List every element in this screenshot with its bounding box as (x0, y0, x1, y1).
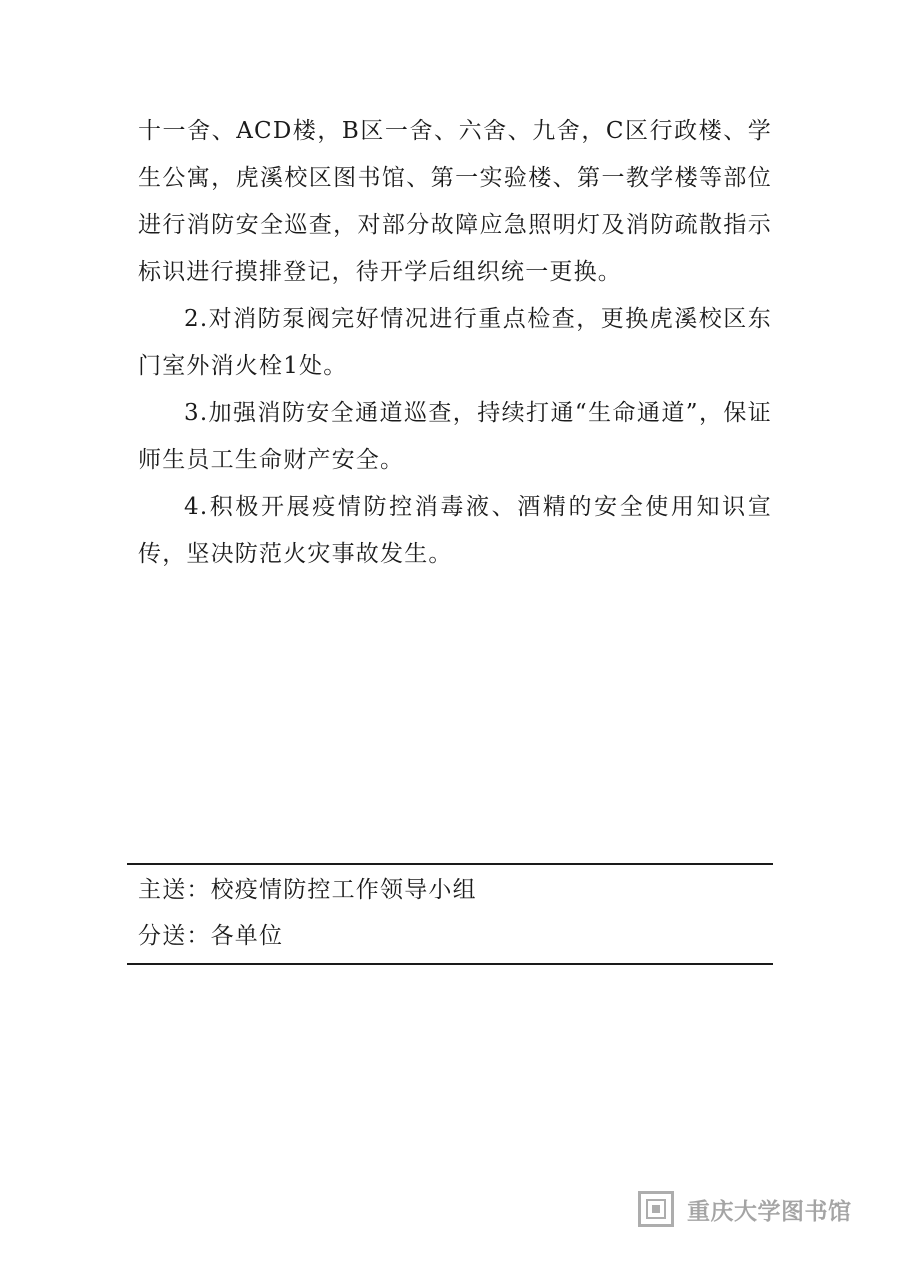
paragraph-4: 4.积极开展疫情防控消毒液、酒精的安全使用知识宣传，坚决防范火灾事故发生。 (138, 494, 772, 567)
document-body (138, 108, 772, 578)
watermark-text: 重庆大学图书馆 (687, 1198, 852, 1225)
copy-recipient-line: 分送：各单位 (138, 923, 284, 949)
bottom-rule (127, 963, 773, 965)
paragraph-2: 2.对消防泵阀完好情况进行重点检查，更换虎溪校区东门室外消火栓1处。 (138, 306, 772, 379)
paragraph-1: 十一舍、ACD楼，B区一舍、六舍、九舍，C区行政楼、学生公寓，虎溪校区图书馆、第一实验楼、第一教学楼等部位进行消防安全巡查，对部分故障应急照明灯及消防疏散指示标识进行摸排登记，待开学后组织统一更换。 (138, 118, 772, 285)
top-rule (127, 863, 773, 865)
paragraph-3: 3.加强消防安全通道巡查，持续打通“生命通道”，保证师生员工生命财产安全。 (138, 400, 772, 473)
main-recipient-line: 主送：校疫情防控工作领导小组 (138, 877, 477, 903)
distribution-block (127, 863, 773, 965)
library-seal-icon (638, 1191, 674, 1227)
library-watermark (638, 1191, 852, 1227)
